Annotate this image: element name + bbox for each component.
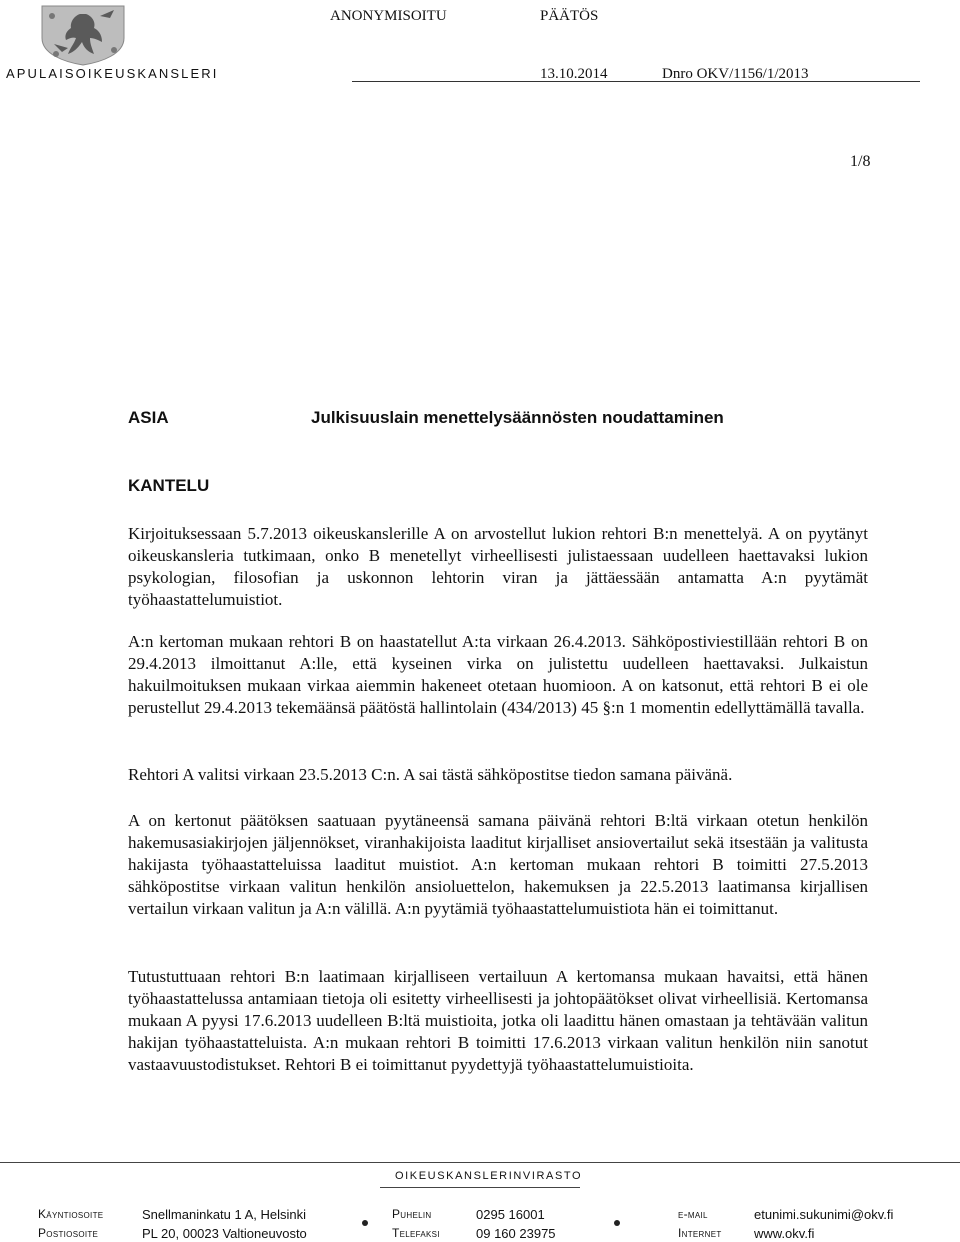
fax-number: 09 160 23975: [476, 1226, 556, 1241]
org-name: APULAISOIKEUSKANSLERI: [6, 66, 219, 81]
postal-address-label: Postiosoite: [38, 1226, 99, 1240]
document-number: Dnro OKV/1156/1/2013: [662, 66, 809, 82]
paragraph-5: Tutustuttuaan rehtori B:n laatimaan kirjalliseen vertailuun A kertomansa mukaan havaitsi, että hänen työhaastattelussa antamiaan tietoja oli esitetty virheellisesti ja johtopäätökset olivat virheellisiä. Kertomansa mukaan A pyysi 17.6.2013 uudelleen B:ltä muistioita, jotka oli laadittu hänen omastaan ja tehtävään valitun hakijan työhaastatteluista. A:n mukaan rehtori B toimitti 17.6.2013 virkaan valitun henkilön niin sanotut vastaavuustodistukset. Rehtori B ei toimittanut pyydettyjä työhaastattelumuistioita.: [128, 967, 868, 1074]
postal-address: PL 20, 00023 Valtioneuvosto: [142, 1226, 307, 1241]
paragraph-2: A:n kertoman mukaan rehtori B on haastatellut A:ta virkaan 26.4.2013. Sähköpostiviestillään rehtori B on 29.4.2013 ilmoittanut A:lle, että kyseinen virka on julistettu uudelleen haettavaksi. Julkaistun hakuilmoituksen mukaan virkaa aiemmin hakeneet otetaan huomioon. A on katsonut, että rehtori B ei ole perustellut 29.4.2013 tekemäänsä päätöstä hallintolain (434/2013) 45 §:n 1 momentin edellyttämällä tavalla.: [128, 632, 868, 717]
header-divider: [352, 81, 920, 82]
fax-label: Telefaksi: [392, 1226, 440, 1240]
document-date: 13.10.2014: [540, 66, 608, 82]
email-address[interactable]: etunimi.sukunimi@okv.fi: [754, 1207, 894, 1222]
page-number: 1/8: [850, 153, 871, 170]
office-name-underline: [380, 1187, 580, 1188]
paragraph-4: A on kertonut päätöksen saatuaan pyytäneensä samana päivänä rehtori B:ltä virkaan otetun henkilön hakemusasiakirjojen jäljennökset, viranhakijoista laaditut kirjalliset ansiovertailut sekä itsestään ja valitusta hakijasta työhaastatteluissa laaditut muistiot. A:n kertoman mukaan rehtori B toimitti 27.5.2013 sähköpostitse virkaan valitun henkilön ansioluettelon, hakemuksen ja 22.5.2013 laatimansa kirjallisen vertailun virkaan valitun ja A:n välillä. A:n pyytämiä työhaastattelumuistiota hän ei toimittanut.: [128, 811, 868, 918]
footer-divider: [0, 1162, 960, 1163]
subject-title: Julkisuuslain menettelysäännösten noudattaminen: [311, 408, 724, 427]
section-heading-kantelu: KANTELU: [128, 476, 210, 495]
web-address[interactable]: www.okv.fi: [754, 1226, 815, 1241]
paragraph-1: Kirjoituksessaan 5.7.2013 oikeuskanslerille A on arvostellut lukion rehtori B:n menettelyä. A on pyytänyt oikeuskansleria tutkimaan, onko B menetellyt virheellisesti julistaessaan uudelleen haettavaksi lukion psykologian, filosofian ja uskonnon lehtorin viran ja jättäessään antamatta A:n pyytämät työhaastattelumuistiot.: [128, 524, 868, 609]
document-type: PÄÄTÖS: [540, 8, 599, 24]
visit-address: Snellmaninkatu 1 A, Helsinki: [142, 1207, 307, 1222]
email-label: e-mail: [678, 1207, 708, 1221]
classification-label: ANONYMISOITU: [330, 8, 447, 24]
coat-of-arms-logo: [40, 4, 126, 66]
web-label: Internet: [678, 1226, 722, 1240]
visit-address-label: Käyntiosoite: [38, 1207, 104, 1221]
subject-label: ASIA: [128, 408, 169, 427]
office-name: OIKEUSKANSLERINVIRASTO: [395, 1170, 583, 1182]
phone-number: 0295 16001: [476, 1207, 545, 1222]
paragraph-3: Rehtori A valitsi virkaan 23.5.2013 C:n. A sai tästä sähköpostitse tiedon samana päivänä.: [128, 765, 733, 784]
separator-dot-icon: [362, 1220, 368, 1226]
separator-dot-icon: [614, 1220, 620, 1226]
phone-label: Puhelin: [392, 1207, 432, 1221]
